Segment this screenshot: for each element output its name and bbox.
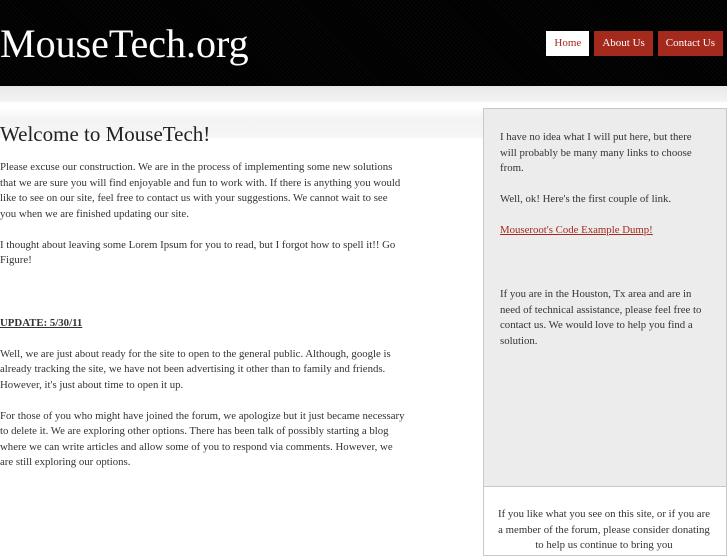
nav-home-button[interactable]: Home [546,31,589,56]
update-heading: UPDATE: 5/30/11 [0,316,83,329]
main-nav [546,31,723,56]
intro-paragraph: Please excuse our construction. We are in the process of implementing some new solutions that we are sure you will find enjoyable and fun to work with. If there is anything you would like to see on our site, feel free to contact us with your suggestions. We cannot wait to see you when we are finished updating our site. [0,161,401,220]
sidebar-contact-text: If you are in the Houston, Tx area and are in need of technical assistance, please feel free to contact us. We would love to help you find a solution. [500,288,702,347]
nav-contact-button[interactable]: Contact Us [658,31,723,56]
lorem-paragraph: I thought about leaving some Lorem Ipsum for you to read, but I forgot how to spell it!! Go Figure! [0,238,396,266]
header-divider [0,86,727,102]
site-header [0,0,727,86]
page-title: Welcome to MouseTech! [0,122,211,146]
update-paragraph-2: For those of you who might have joined the forum, we apologize but it just became necessary to delete it. We are exploring other options. There has been talk of possibly starting a blog where we can write articles and allow some of you to respond via comments. However, we are still exploring our options. [0,409,405,468]
code-dump-link[interactable]: Mouseroot's Code Example Dump! [500,224,653,236]
sidebar [483,108,727,545]
sidebar-links-text: Well, ok! Here's the first couple of link. [500,193,672,205]
site-logo[interactable]: MouseTech.org [0,21,249,66]
donate-text: If you like what you see on this site, or if you are a member of the forum, please consider donating to help us continue to bring you [498,508,710,551]
update-paragraph-1: Well, we are just about ready for the site to open to the general public. Although, google is already tracking the site, we have not been advertising it other than to family and friends. However, it's just about time to open it up. [0,347,391,391]
sidebar-intro: I have no idea what I will put here, but there will probably be many many links to choose from. [500,131,692,174]
main-content [0,120,405,486]
sidebar-contact-box [500,287,705,365]
sidebar-links-box [500,130,705,254]
nav-about-button[interactable]: About Us [594,31,652,56]
donate-box [483,486,727,556]
